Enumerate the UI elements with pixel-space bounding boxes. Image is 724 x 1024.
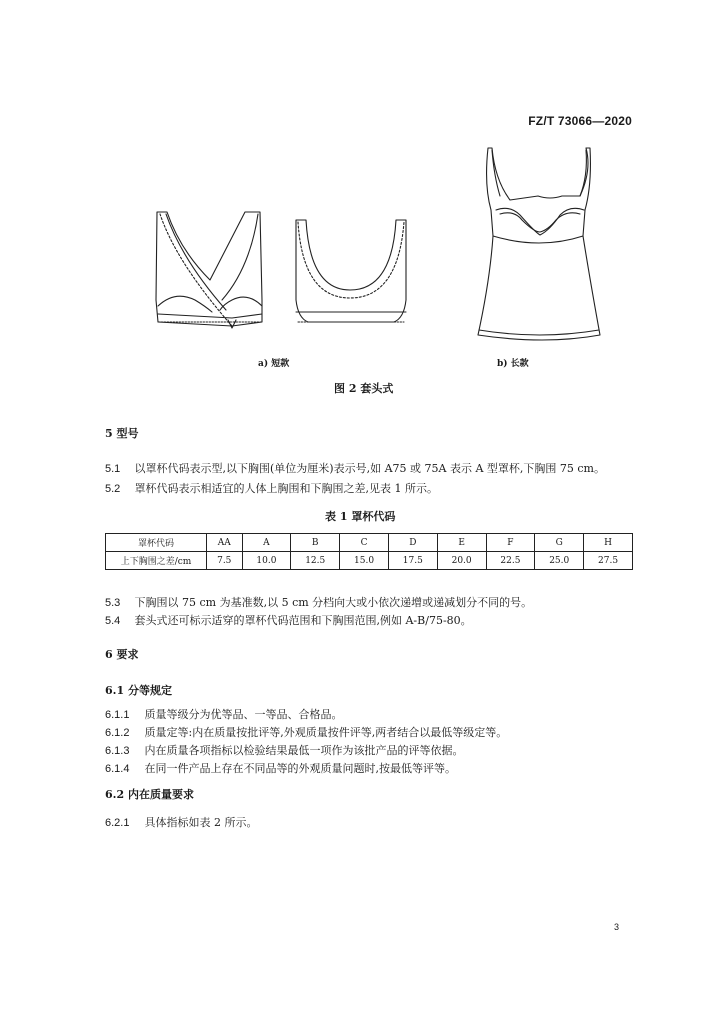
section-6-2-heading: 6.2 内在质量要求 [105,788,194,801]
clause-number: 5.1 [105,463,121,475]
table-cell: 7.5 [207,552,243,570]
table-cell: AA [207,534,243,552]
table-cell: H [584,534,633,552]
clause-text: 套头式还可标示适穿的罩杯代码范围和下胸围范围,例如 A-B/75-80。 [134,614,472,627]
short-wrap-bra-drawing [156,212,262,328]
figure-a-caption: a) 短款 [258,359,290,369]
standard-code: FZ/T 73066—2020 [528,114,632,128]
clause-text: 在同一件产品上存在不同品等的外观质量问题时,按最低等评等。 [144,762,456,775]
figure-b-caption: b) 长款 [497,359,529,369]
table-cell: G [535,534,584,552]
clause-number: 6.1.2 [105,727,130,739]
table-cell: 22.5 [486,552,535,570]
clause-5-4 [105,612,472,628]
clause-5-2 [105,480,438,496]
clause-6-1-3 [105,742,464,758]
table-cell: 20.0 [437,552,486,570]
table-cell: 25.0 [535,552,584,570]
table-cell: A [242,534,291,552]
clause-5-1 [105,460,605,476]
table-cell: B [291,534,340,552]
table-1-title: 表 1 罩杯代码 [325,510,396,523]
clause-number: 6.1.3 [105,745,130,757]
table-cell: 15.0 [340,552,389,570]
section-5-heading: 5 型号 [105,427,139,440]
table-cell: 17.5 [388,552,437,570]
clause-text: 内在质量各项指标以检验结果最低一项作为该批产品的评等依据。 [144,744,464,757]
clause-number: 5.4 [105,615,121,627]
table-cell: C [340,534,389,552]
clause-6-1-2 [105,724,507,740]
clause-number: 5.2 [105,483,121,495]
clause-6-1-1 [105,706,343,722]
figure-2-illustrations [0,0,724,380]
short-pullover-bra-drawing [296,220,406,322]
section-6-1-heading: 6.1 分等规定 [105,684,172,697]
table-cell: 罩杯代码 [106,534,207,552]
table-cell: F [486,534,535,552]
table-cell: D [388,534,437,552]
clause-text: 具体指标如表 2 所示。 [144,816,258,829]
long-camisole-drawing [478,148,600,340]
clause-number: 6.1.4 [105,763,130,775]
clause-5-3 [105,594,532,610]
page-number: 3 [614,922,620,932]
table-cell: 10.0 [242,552,291,570]
table-header-row [106,534,633,552]
table-row [106,552,633,570]
clause-text: 下胸围以 75 cm 为基准数,以 5 cm 分档向大或小依次递增或递减划分不同的号。 [134,596,533,609]
clause-6-2-1 [105,814,258,830]
cup-code-table [105,533,633,570]
clause-text: 罩杯代码表示相适宜的人体上胸围和下胸围之差,见表 1 所示。 [134,482,438,495]
clause-text: 质量定等:内在质量按批评等,外观质量按件评等,两者结合以最低等级定等。 [144,726,508,739]
clause-text: 质量等级分为优等品、一等品、合格品。 [144,708,343,721]
table-cell: E [437,534,486,552]
table-cell: 上下胸围之差/cm [106,552,207,570]
clause-6-1-4 [105,760,456,776]
figure-title: 图 2 套头式 [334,382,394,395]
clause-number: 5.3 [105,597,121,609]
section-6-heading: 6 要求 [105,648,139,661]
table-cell: 27.5 [584,552,633,570]
clause-number: 6.1.1 [105,709,130,721]
clause-number: 6.2.1 [105,817,130,829]
table-cell: 12.5 [291,552,340,570]
clause-text: 以罩杯代码表示型,以下胸围(单位为厘米)表示号,如 A75 或 75A 表示 A 型罩杯,下胸围 75 cm。 [134,462,605,475]
